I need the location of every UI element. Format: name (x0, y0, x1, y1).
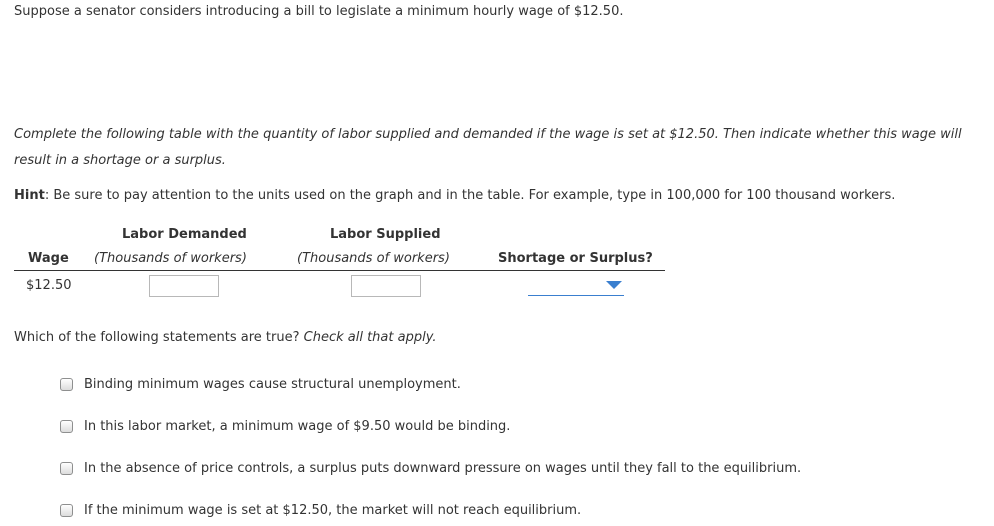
hint-body: : Be sure to pay attention to the units used on the graph and in the table. For example, type in 100,000 for 100 thousand workers. (44, 188, 896, 203)
intro-text: Suppose a senator considers introducing a bill to legislate a minimum hourly wage of $12.50. (14, 4, 624, 19)
option-4-label[interactable]: If the minimum wage is set at $12.50, the market will not reach equilibrium. (84, 503, 582, 518)
option-2-label[interactable]: In this labor market, a minimum wage of $9.50 would be binding. (84, 419, 511, 434)
wage-header: Wage (28, 251, 69, 266)
question-instruction: Check all that apply. (303, 330, 437, 345)
checkbox-option-1[interactable] (60, 378, 73, 391)
shortage-surplus-header: Shortage or Surplus? (498, 251, 653, 266)
option-3-label[interactable]: In the absence of price controls, a surplus puts downward pressure on wages until they fall to the equilibrium. (84, 461, 802, 476)
labor-supplied-input[interactable] (351, 275, 421, 297)
hint-text (14, 188, 895, 203)
labor-demanded-units: (Thousands of workers) (94, 251, 247, 266)
question-text (14, 330, 437, 345)
labor-demanded-header: Labor Demanded (122, 227, 247, 242)
hint-label: Hint (14, 188, 45, 203)
labor-supplied-header: Labor Supplied (330, 227, 441, 242)
instructions-text: Complete the following table with the quantity of labor supplied and demanded if the wage is set at $12.50. Then indicate whether this wage will result in a shortage or a surplus. (14, 127, 962, 168)
labor-supplied-units: (Thousands of workers) (297, 251, 450, 266)
shortage-surplus-dropdown[interactable] (528, 279, 624, 296)
option-1-label[interactable]: Binding minimum wages cause structural unemployment. (84, 377, 461, 392)
wage-value: $12.50 (26, 278, 72, 293)
checkbox-option-4[interactable] (60, 504, 73, 517)
checkbox-option-2[interactable] (60, 420, 73, 433)
checkbox-option-3[interactable] (60, 462, 73, 475)
labor-demanded-input[interactable] (149, 275, 219, 297)
table-header-divider (14, 270, 665, 271)
question-body: Which of the following statements are true? (14, 330, 304, 345)
chevron-down-icon[interactable] (606, 281, 622, 289)
